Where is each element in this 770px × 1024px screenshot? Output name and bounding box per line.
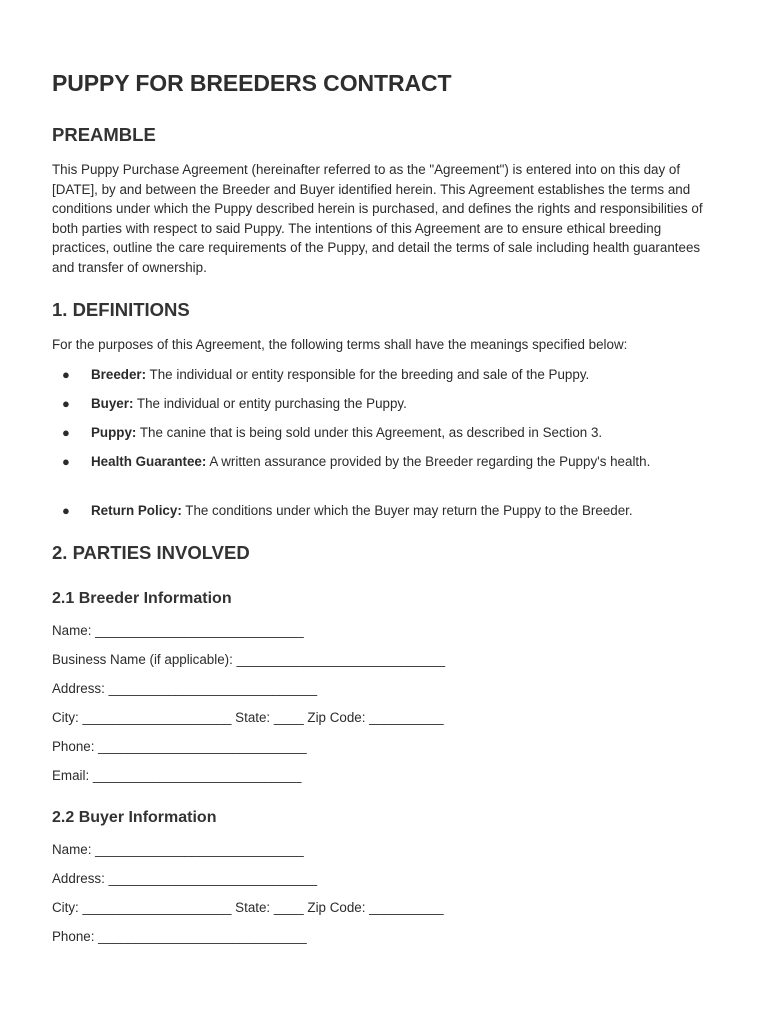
bullet-icon: ● [62, 367, 70, 382]
definition-term: Health Guarantee: [91, 454, 207, 469]
buyer-name-field[interactable]: Name: ____________________________ [52, 842, 304, 857]
definition-text: The conditions under which the Buyer may return the Puppy to the Breeder. [181, 503, 633, 518]
preamble-heading: PREAMBLE [52, 124, 156, 145]
buyer-city-state-zip-field[interactable]: City: ____________________ State: ____ Zip Code: __________ [52, 900, 444, 915]
breeder-info-heading: 2.1 Breeder Information [52, 590, 232, 607]
breeder-phone-field[interactable]: Phone: ____________________________ [52, 739, 307, 754]
definition-text: A written assurance provided by the Breeder regarding the Puppy's health. [206, 454, 651, 469]
preamble-text: This Puppy Purchase Agreement (hereinafter referred to as the "Agreement") is entered into on this day of [DATE], by and between the Breeder and Buyer identified herein. This Agreement establishes the terms and conditions under which the Puppy described herein is purchased, and defines the rights and responsibilities of both parties with respect to said Puppy. The intentions of this Agreement are to ensure ethical breeding practices, outline the care requirements of the Puppy, and detail the terms of sale including health guarantees and transfer of ownership. [52, 162, 703, 275]
bullet-icon: ● [62, 425, 70, 440]
definition-text: The canine that is being sold under this Agreement, as described in Section 3. [136, 425, 603, 440]
definition-term: Buyer: [91, 396, 134, 411]
breeder-email-field[interactable]: Email: ____________________________ [52, 768, 302, 783]
definition-term: Return Policy: [91, 503, 182, 518]
definition-term: Breeder: [91, 367, 147, 382]
parties-heading: 2. PARTIES INVOLVED [52, 542, 250, 563]
definition-text: The individual or entity purchasing the Puppy. [133, 396, 407, 411]
definitions-intro: For the purposes of this Agreement, the following terms shall have the meanings specified below: [52, 337, 628, 352]
bullet-icon: ● [62, 396, 70, 411]
breeder-name-field[interactable]: Name: ____________________________ [52, 623, 304, 638]
breeder-city-state-zip-field[interactable]: City: ____________________ State: ____ Zip Code: __________ [52, 710, 444, 725]
document-title: PUPPY FOR BREEDERS CONTRACT [52, 70, 452, 96]
bullet-icon: ● [62, 454, 70, 469]
breeder-address-field[interactable]: Address: ____________________________ [52, 681, 318, 696]
bullet-icon: ● [62, 503, 70, 518]
buyer-address-field[interactable]: Address: ____________________________ [52, 871, 318, 886]
buyer-info-heading: 2.2 Buyer Information [52, 809, 217, 826]
definition-text: The individual or entity responsible for the breeding and sale of the Puppy. [146, 367, 590, 382]
definition-term: Puppy: [91, 425, 137, 440]
breeder-business-name-field[interactable]: Business Name (if applicable): ____________________________ [52, 652, 446, 667]
buyer-phone-field[interactable]: Phone: ____________________________ [52, 929, 307, 944]
definitions-heading: 1. DEFINITIONS [52, 299, 190, 320]
